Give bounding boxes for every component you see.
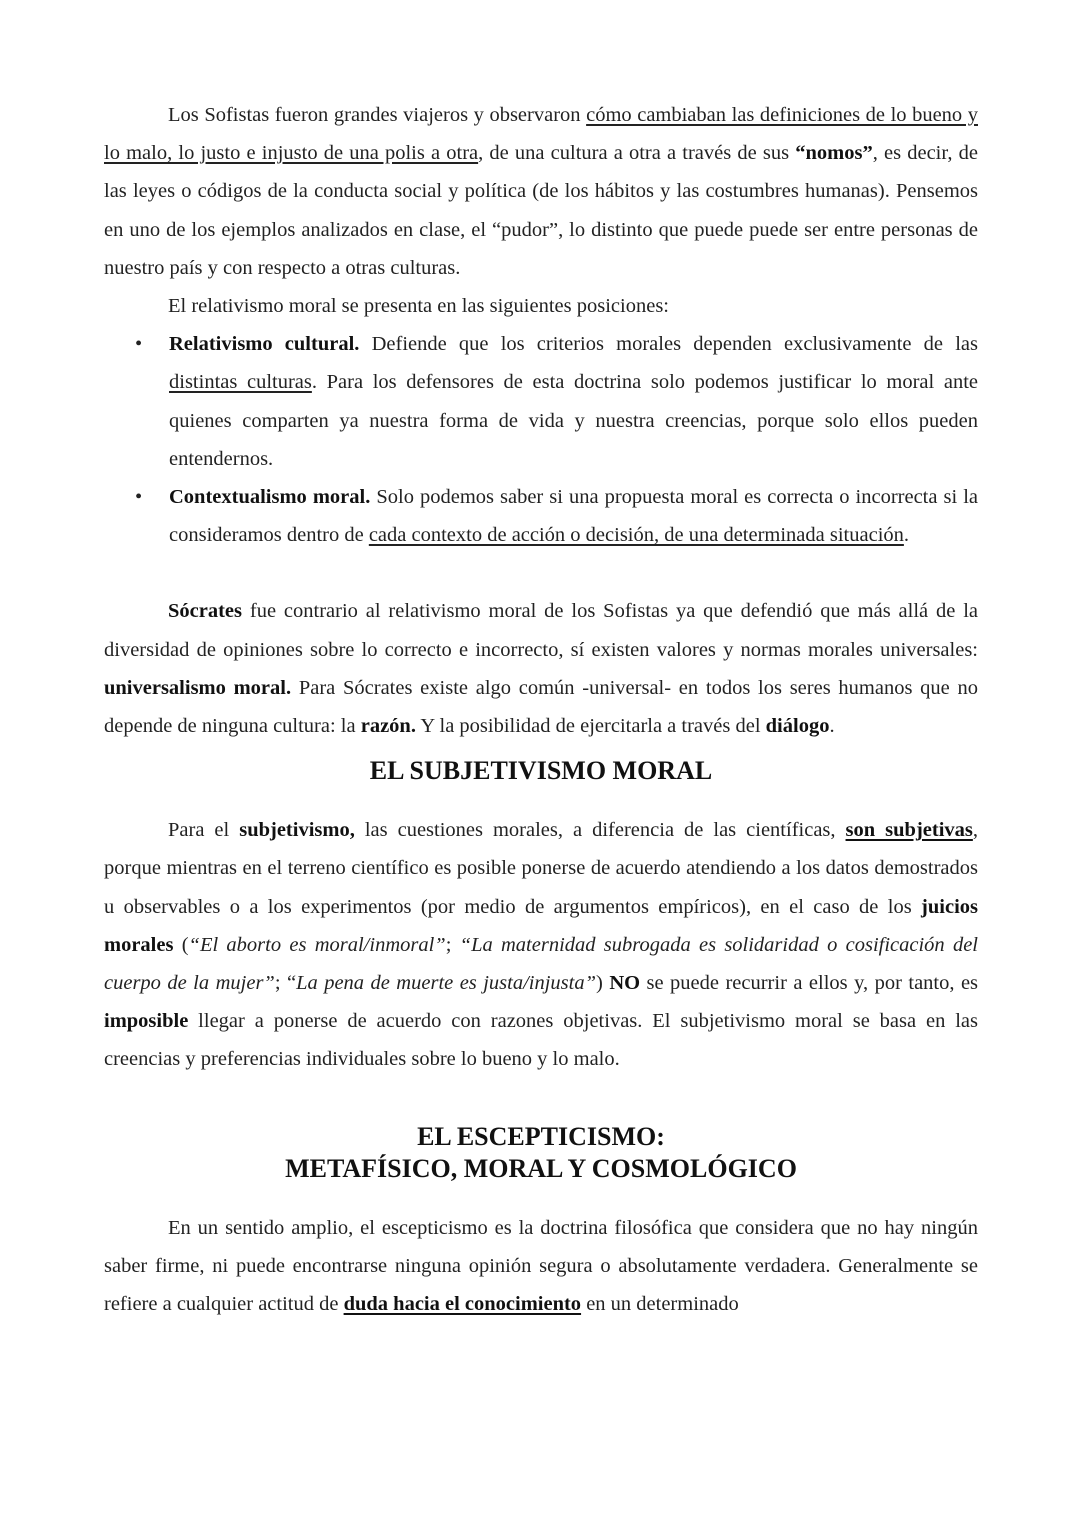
text: . [903,524,910,547]
heading-line-2: METAFÍSICO, MORAL Y COSMOLÓGICO [285,1153,797,1183]
text: se puede recurrir a ellos y, por tanto, es [640,972,979,995]
document-page [104,96,978,1323]
paragraph-relativismo-intro: El relativismo moral se presenta en las siguientes posiciones: [168,295,669,318]
bold-term: Relativismo cultural. [169,333,360,356]
bold-term-nomos: “nomos” [795,142,873,165]
list-item-relativismo-cultural [135,325,978,478]
underlined-text: cada contexto de acción o decisión, de una determinada situación [368,524,904,547]
text: Los Sofistas fueron grandes viajeros y observaron [168,104,587,126]
section-heading-subjetivismo: EL SUBJETIVISMO MORAL [369,756,713,786]
text: ( [173,933,189,956]
bold-underlined-text: duda hacia el conocimiento [343,1293,582,1316]
text: las cuestiones morales, a diferencia de las científicas, [354,819,846,842]
text: Y la posibilidad de ejercitarla a través del [415,715,766,738]
text: fue contrario al relativismo moral de los Sofistas ya que defendió que más allá de la diversidad de opiniones sobre lo correcto e incorrecto, sí existen valores y normas morales universales: [104,600,978,661]
paragraph-escepticismo [104,1209,978,1324]
text: Para Sócrates existe algo común -universal- en todos los seres humanos que no depende de ninguna cultura: la [104,676,978,738]
section-heading-escepticismo [104,1117,978,1209]
bullet-icon: • [135,486,143,509]
bullet-icon: • [135,333,143,356]
bold-term: Sócrates [168,600,243,623]
text: ) [596,972,610,995]
italic-quote: La pena de muerte es justa/injusta” [296,972,597,995]
text: llegar a ponerse de acuerdo con razones objetivas. El subjetivismo moral se basa en las creencias y preferencias individuales sobre lo bueno y lo malo. [104,1010,978,1071]
underlined-text: cómo cambiaban las definiciones de lo bueno y lo malo, lo justo e injusto de una polis a otra [104,104,978,165]
bold-term: Contextualismo moral. [169,486,371,509]
text: . Para los defensores de esta doctrina solo podemos justificar lo moral ante quienes comparten ya nuestra forma de vida y nuestra creencias, porque solo ellos pueden entendernos. [169,371,978,470]
italic-quote: “El aborto es moral/inmoral” [188,933,446,956]
paragraph-subjetivismo [104,811,978,1078]
relativismo-list [104,325,978,554]
heading-line-1: EL ESCEPTICISMO: [417,1121,665,1151]
text: en un determinado [581,1293,739,1316]
bold-term: universalismo moral. [104,676,292,699]
text: Solo podemos saber si una propuesta moral es correcta o incorrecta si la consideramos dentro de [169,486,978,547]
underlined-text: distintas culturas [169,371,312,394]
bold-term: razón. [360,715,416,738]
bold-term: juicios morales [104,895,978,956]
text: ; [445,933,460,956]
spacer [104,1079,978,1117]
bold-term: imposible [104,1010,189,1033]
text: En un sentido amplio, el escepticismo es la doctrina filosófica que considera que no hay ningún saber firme, ni puede encontrarse ninguna opinión segura o absolutamente verdadera. Generalmente se refiere a cualquier actitud de [104,1216,978,1316]
text: Defiende que los criterios morales dependen exclusivamente de las [359,333,978,356]
bold-term: diálogo [765,715,830,738]
bold-term: NO [609,972,641,995]
spacer [104,554,978,592]
text: , porque mientras en el terreno científico es posible ponerse de acuerdo atendiendo a los datos demostrados u observables o a los experimentos (por medio de argumentos empíricos), en el caso de los [104,819,978,918]
text: . [829,715,835,738]
list-item-contextualismo-moral [135,478,978,554]
italic-quote: “La maternidad subrogada es solidaridad o cosificación del cuerpo de la mujer” [104,933,978,995]
text: , es decir, de las leyes o códigos de la conducta social y política (de los hábitos y las costumbres humanas). Pensemos en uno de los ejemplos analizados en clase, el “pudor”, lo distinto que puede puede ser entre personas de nuestro país y con respecto a otras culturas. [104,142,978,279]
text: Para el [168,819,240,842]
bold-term: subjetivismo, [239,819,355,842]
paragraph-sofistas [104,96,978,287]
bold-underlined-text: son subjetivas [845,819,973,842]
text: , de una cultura a otra a través de sus [478,142,796,165]
paragraph-socrates [104,592,978,745]
text: ; “ [274,972,297,995]
